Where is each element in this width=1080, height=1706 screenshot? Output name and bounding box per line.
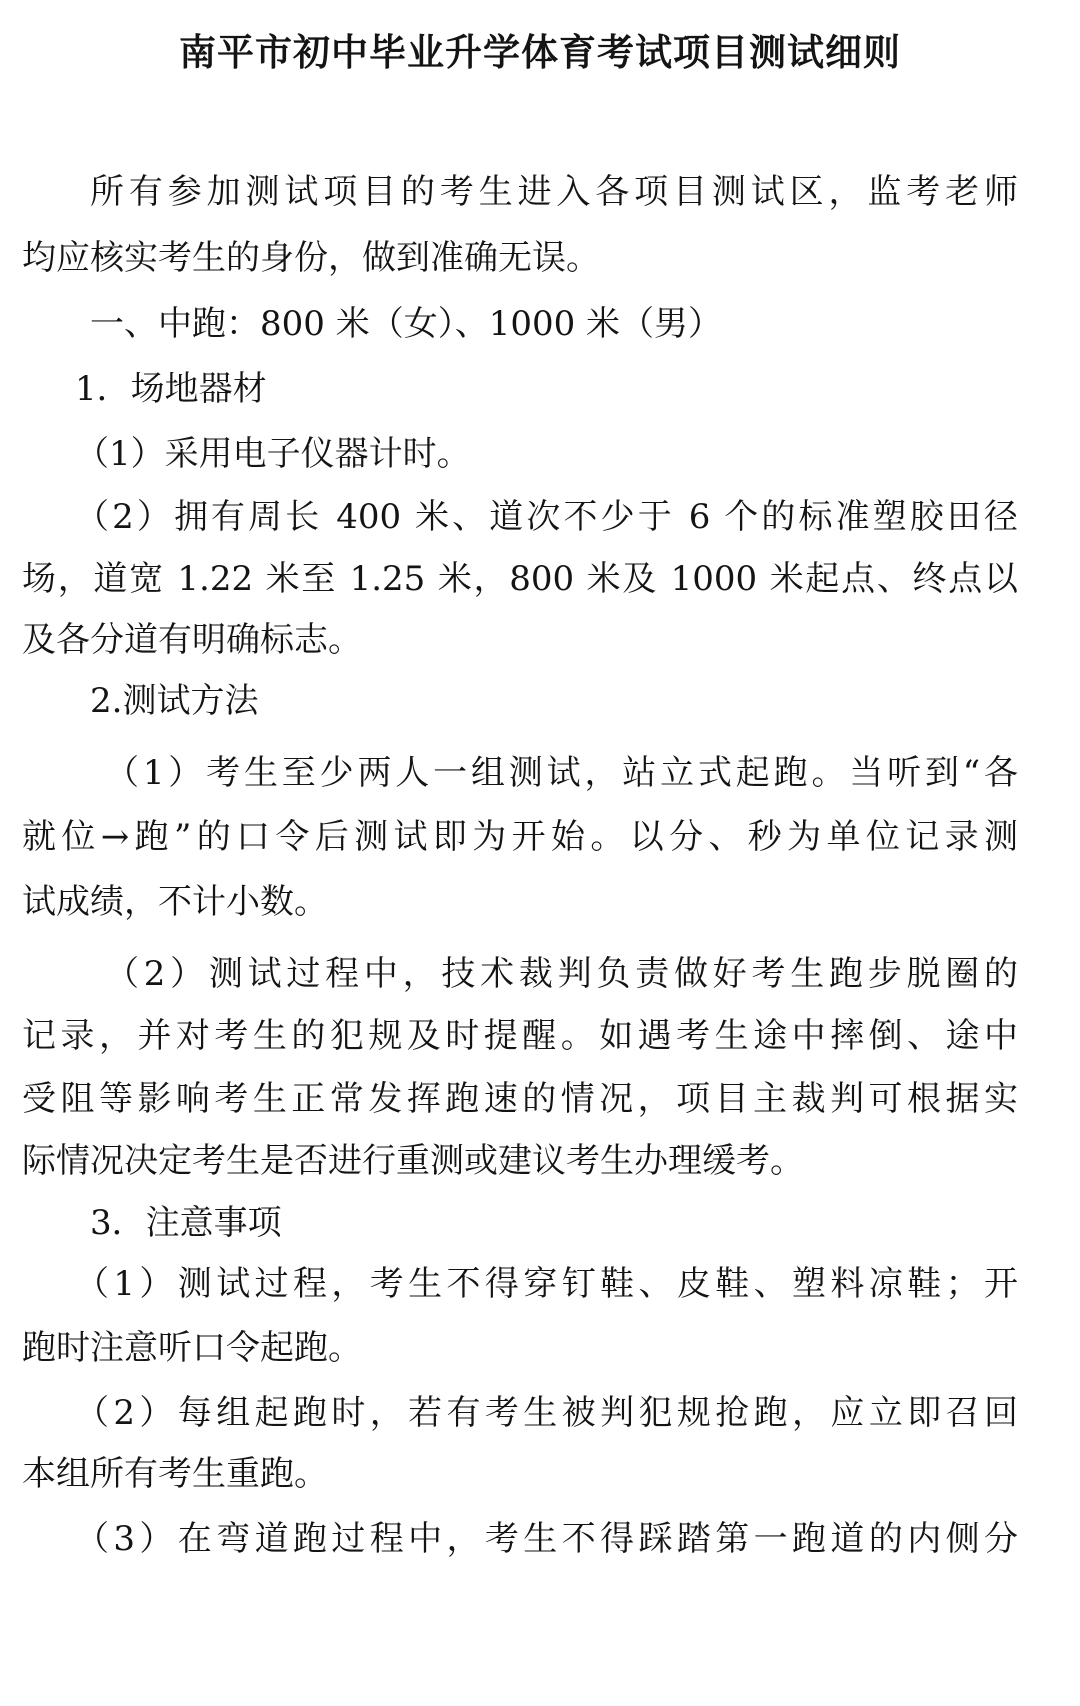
paragraph-2-2-line-2: 记录，并对考生的犯规及时提醒。如遇考生途中摔倒、途中 xyxy=(22,1016,1018,1056)
paragraph-3-2-line-2: 本组所有考生重跑。 xyxy=(22,1454,328,1494)
paragraph-2-1-line-3: 试成绩，不计小数。 xyxy=(22,882,328,922)
paragraph-2-2-line-4: 际情况决定考生是否进行重测或建议考生办理缓考。 xyxy=(22,1141,804,1181)
paragraph-3-3-line-1: （3）在弯道跑过程中，考生不得踩踏第一跑道的内侧分 xyxy=(75,1519,1018,1559)
paragraph-3-1-line-2: 跑时注意听口令起跑。 xyxy=(22,1328,362,1368)
subsection-1-heading: 1．场地器材 xyxy=(75,369,267,409)
paragraph-1-1: （1）采用电子仪器计时。 xyxy=(75,434,471,474)
paragraph-2-1-line-2: 就位→跑”的口令后测试即为开始。以分、秒为单位记录测 xyxy=(22,817,1018,857)
paragraph-2-2-line-3: 受阻等影响考生正常发挥跑速的情况，项目主裁判可根据实 xyxy=(22,1079,1018,1119)
document-title: 南平市初中毕业升学体育考试项目测试细则 xyxy=(179,31,901,74)
paragraph-1-2-line-3: 及各分道有明确标志。 xyxy=(22,620,362,660)
section-1-heading: 一、中跑：800 米（女）、1000 米（男） xyxy=(90,304,723,344)
intro-line-2: 均应核实考生的身份，做到准确无误。 xyxy=(22,238,600,278)
paragraph-2-1-line-1: （1）考生至少两人一组测试，站立式起跑。当听到“各 xyxy=(105,753,1018,793)
subsection-3-heading: 3．注意事项 xyxy=(90,1203,282,1243)
subsection-2-heading: 2.测试方法 xyxy=(90,681,259,721)
paragraph-1-2-line-1: （2）拥有周长 400 米、道次不少于 6 个的标准塑胶田径 xyxy=(75,497,1018,537)
paragraph-3-1-line-1: （1）测试过程，考生不得穿钉鞋、皮鞋、塑料凉鞋；开 xyxy=(75,1264,1018,1304)
paragraph-2-2-line-1: （2）测试过程中，技术裁判负责做好考生跑步脱圈的 xyxy=(105,954,1018,994)
intro-line-1: 所有参加测试项目的考生进入各项目测试区，监考老师 xyxy=(90,172,1018,212)
paragraph-1-2-line-2: 场，道宽 1.22 米至 1.25 米，800 米及 1000 米起点、终点以 xyxy=(22,559,1018,599)
paragraph-3-2-line-1: （2）每组起跑时，若有考生被判犯规抢跑，应立即召回 xyxy=(75,1393,1018,1433)
